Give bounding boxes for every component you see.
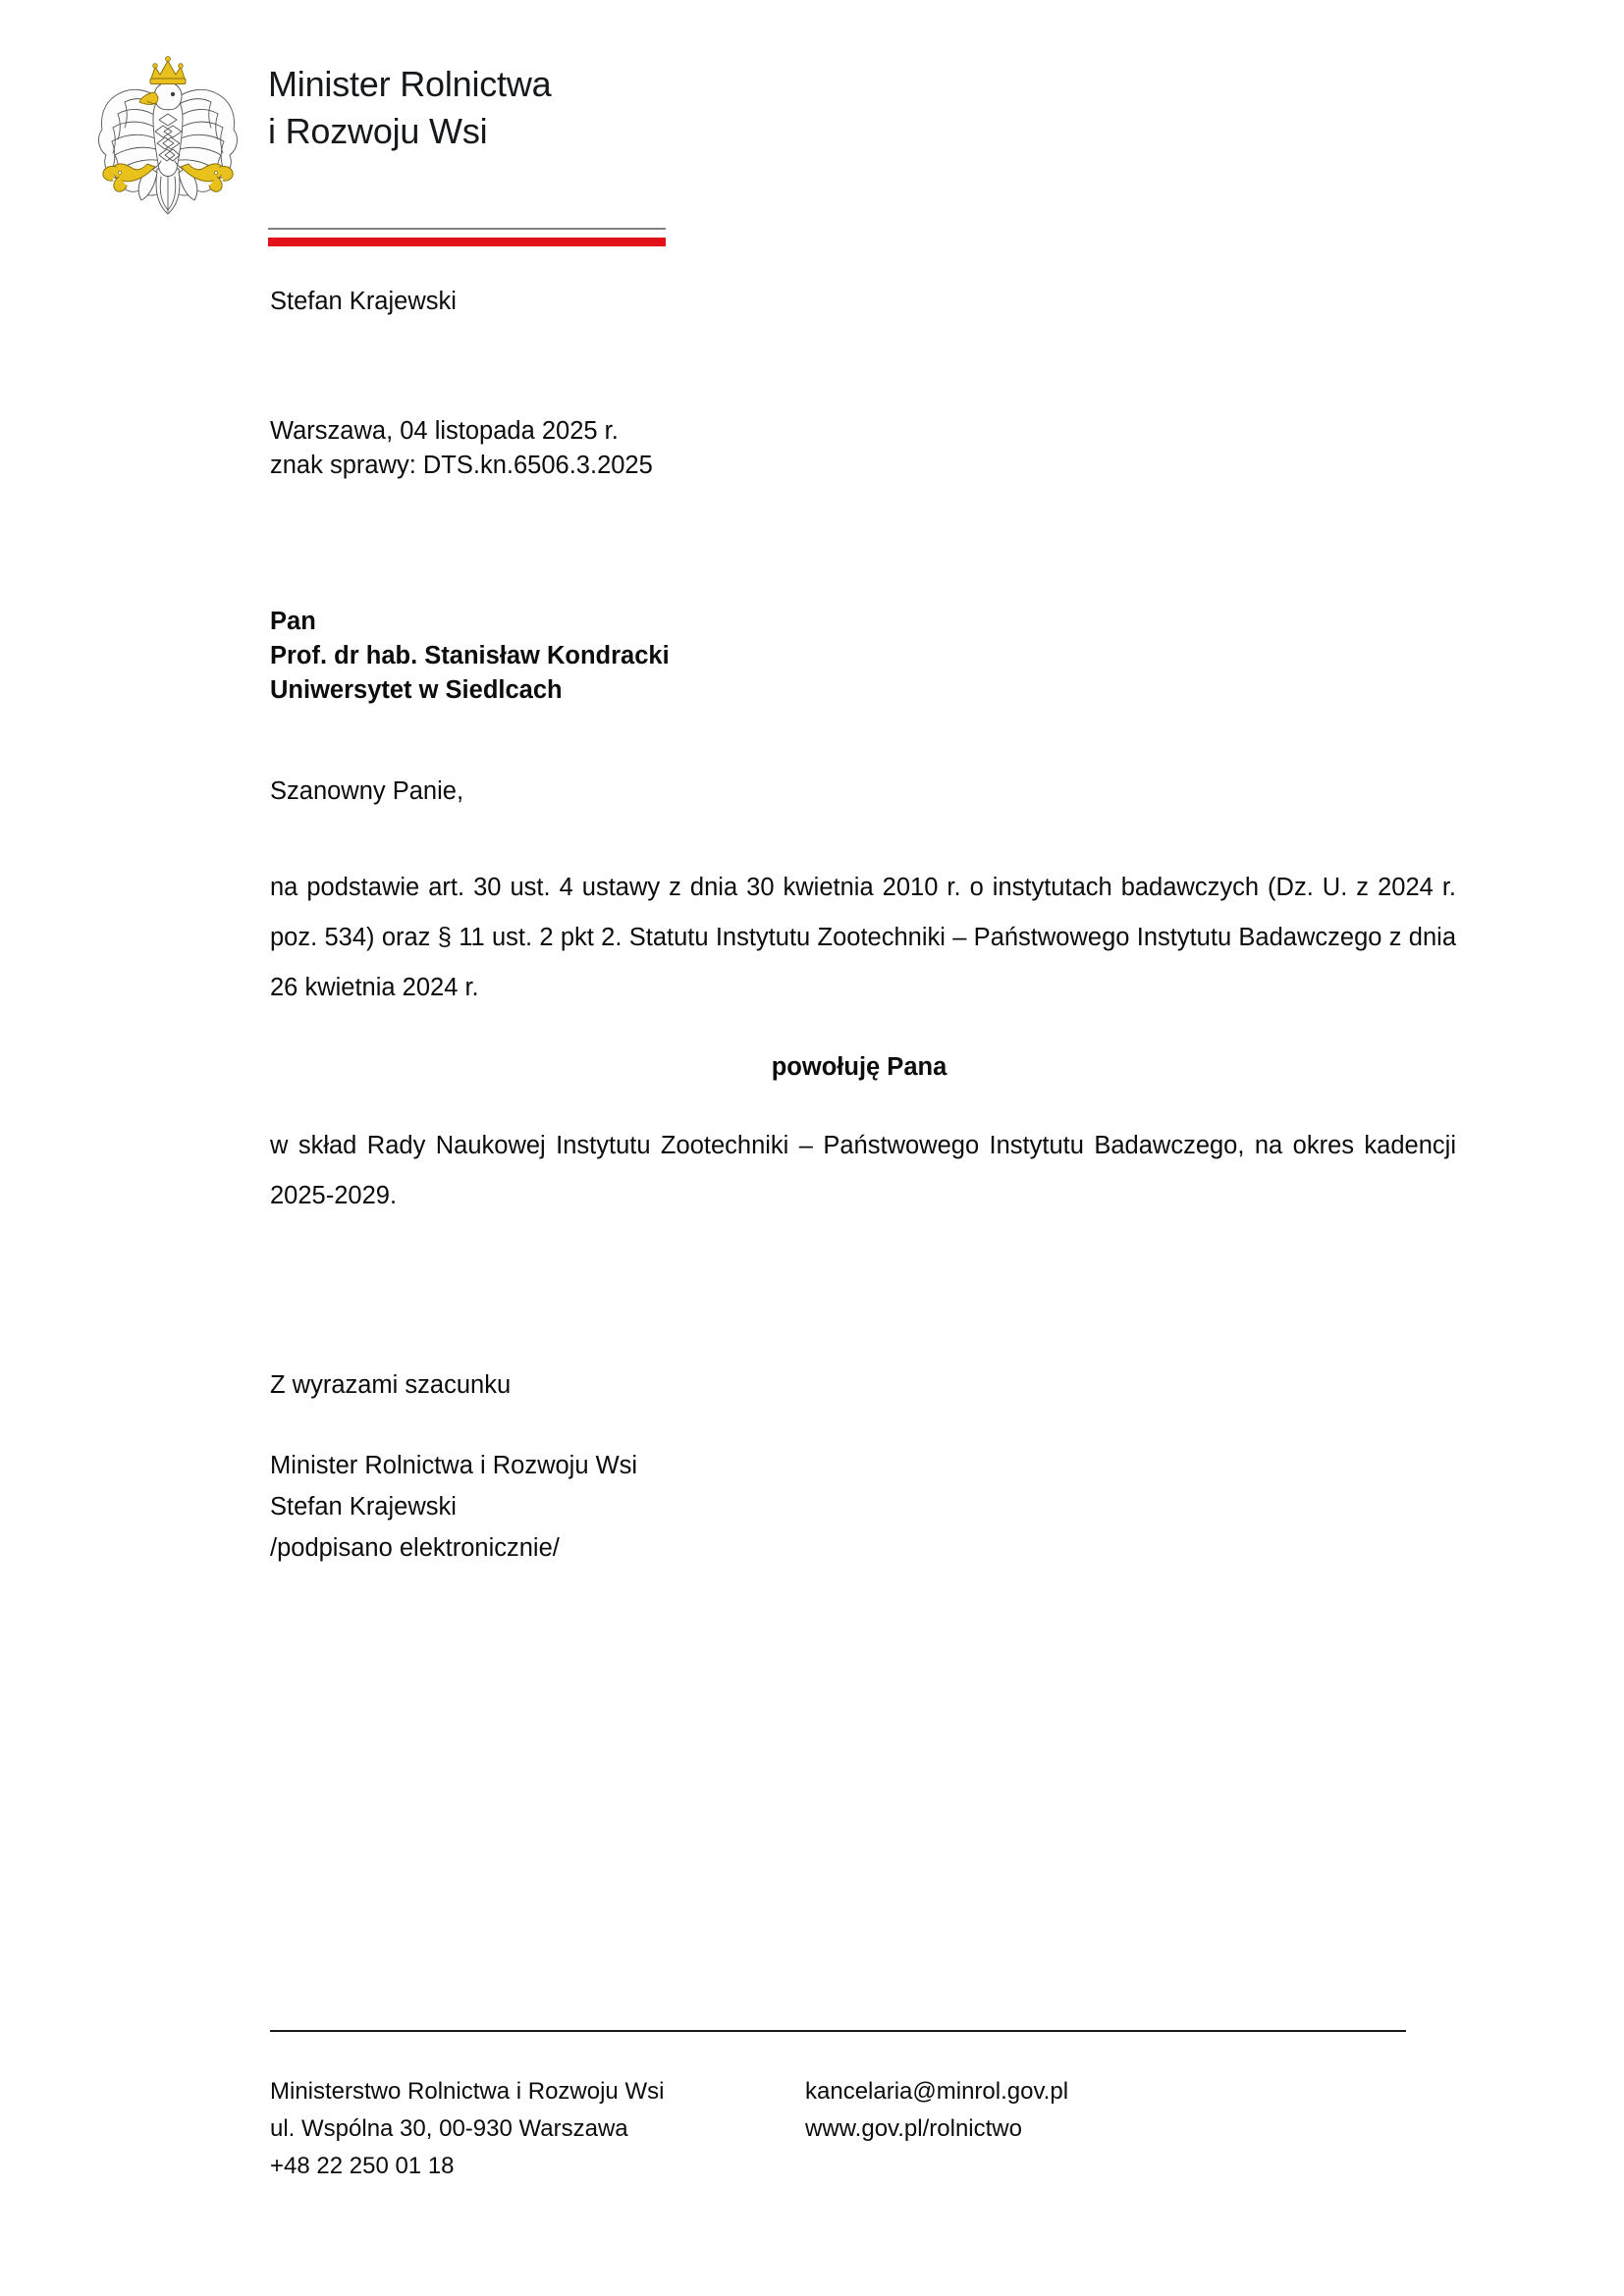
- salutation: Szanowny Panie,: [270, 777, 464, 805]
- paragraph-appointment-scope: w skład Rady Naukowej Instytutu Zootechniki – Państwowego Instytutu Badawczego, na okres kadencji 2025-2029.: [270, 1132, 1456, 1209]
- addressee-title: Pan: [270, 608, 316, 635]
- addressee-organization: Uniwersytet w Siedlcach: [270, 676, 563, 704]
- paragraph-legal-basis: na podstawie art. 30 ust. 4 ustawy z dnia 30 kwietnia 2010 r. o instytutach badawczych (Dz. U. z 2024 r. poz. 534) oraz § 11 ust. 2 pkt 2. Statutu Instytutu Zootechniki – Państwowego Instytutu Badawczego z dnia 26 kwietnia 2024 r.: [270, 874, 1456, 1001]
- footer-website[interactable]: www.gov.pl/rolnictwo: [805, 2115, 1022, 2142]
- spacer: [270, 318, 1456, 414]
- footer-contact-column: [805, 2073, 1296, 2185]
- spacer: [270, 1013, 1456, 1050]
- footer-ministry-name: Ministerstwo Rolnictwa i Rozwoju Wsi: [270, 2078, 665, 2105]
- footer-address-column: [270, 2073, 805, 2185]
- letterhead-red-rule: [268, 238, 666, 246]
- spacer: [270, 1221, 1456, 1368]
- letter-body: [270, 285, 1456, 1569]
- ministry-title-line-2: i Rozwoju Wsi: [268, 111, 488, 151]
- signature-name: Stefan Krajewski: [270, 1493, 457, 1521]
- footer-email[interactable]: kancelaria@minrol.gov.pl: [805, 2078, 1069, 2105]
- spacer: [270, 1402, 1456, 1445]
- letterhead-gray-rule: [268, 228, 666, 230]
- letterhead: [94, 51, 703, 257]
- polish-eagle-emblem-icon: [94, 51, 242, 216]
- sender-name: Stefan Krajewski: [270, 288, 457, 315]
- addressee-name: Prof. dr hab. Stanisław Kondracki: [270, 642, 670, 669]
- ministry-title: [268, 61, 700, 155]
- spacer: [270, 1084, 1456, 1121]
- place-and-date: Warszawa, 04 listopada 2025 r.: [270, 417, 619, 445]
- spacer: [270, 808, 1456, 863]
- footer-street-address: ul. Wspólna 30, 00-930 Warszawa: [270, 2115, 628, 2142]
- signature-title: Minister Rolnictwa i Rozwoju Wsi: [270, 1452, 638, 1479]
- footer: [270, 2073, 1456, 2185]
- ministry-title-line-1: Minister Rolnictwa: [268, 64, 552, 104]
- footer-phone: +48 22 250 01 18: [270, 2153, 455, 2179]
- appointment-declaration: powołuję Pana: [771, 1053, 947, 1081]
- case-reference: znak sprawy: DTS.kn.6506.3.2025: [270, 452, 653, 479]
- closing-phrase: Z wyrazami szacunku: [270, 1371, 512, 1399]
- signature-note: /podpisano elektronicznie/: [270, 1534, 560, 1562]
- spacer: [270, 708, 1456, 774]
- footer-divider: [270, 2030, 1406, 2032]
- spacer: [270, 483, 1456, 605]
